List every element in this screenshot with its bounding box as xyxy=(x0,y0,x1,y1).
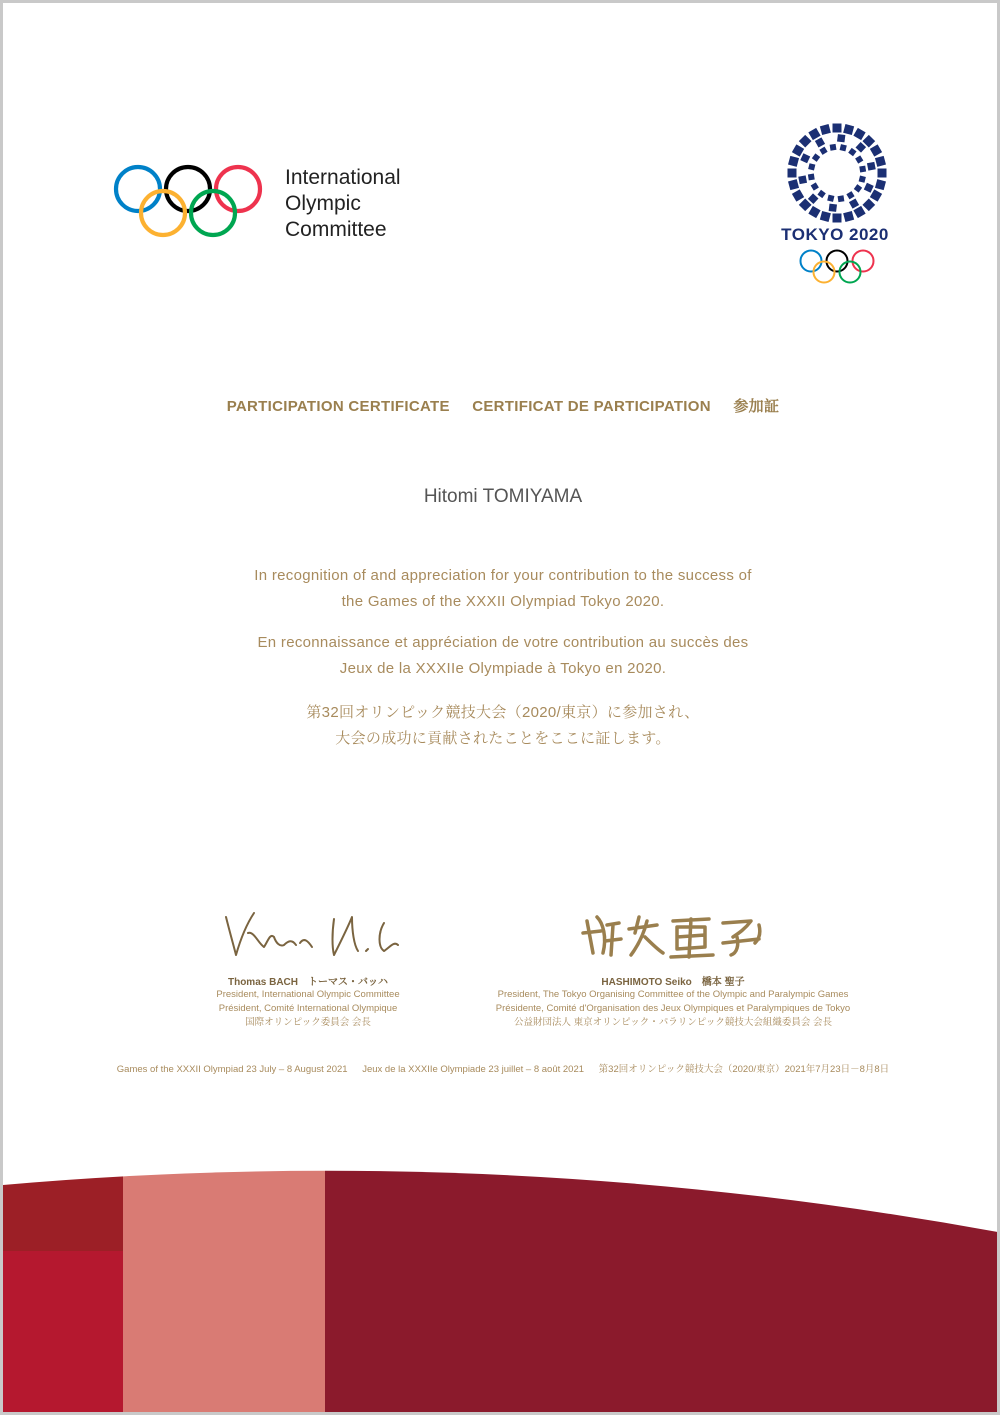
footer-fr: Jeux de la XXXIIe Olympiade 23 juillet – 8 août 2021 xyxy=(362,1064,585,1075)
ioc-logo xyxy=(111,163,431,243)
message-line: 第32回オリンピック競技大会（2020/東京）に参加され、 xyxy=(306,704,700,721)
message-line: En reconnaissance et appréciation de votre contribution au succès des xyxy=(257,634,749,651)
footer-jp: 第32回オリンピック競技大会（2020/東京）2021年7月23日－8月8日 xyxy=(598,1064,890,1075)
certificate-title xyxy=(3,395,1000,416)
emblem-checker-square xyxy=(867,162,876,171)
emblem-checker-square xyxy=(817,190,825,198)
ioc-name-line: Olympic xyxy=(285,192,361,215)
emblem-checker-square xyxy=(870,189,882,201)
handwritten-signature-icon xyxy=(208,903,408,965)
emblem-checker-square xyxy=(854,184,862,192)
emblem-checker-square xyxy=(853,206,865,218)
games-dates-footer xyxy=(3,1061,1000,1075)
emblem-checker-square xyxy=(788,179,799,190)
emblem-checker-square xyxy=(846,191,854,199)
emblem-checker-square xyxy=(840,144,847,151)
recipient-name: Hitomi TOMIYAMA xyxy=(423,486,583,507)
message-english xyxy=(153,563,853,615)
signature-hashimoto xyxy=(443,903,903,965)
emblem-checker-square xyxy=(855,155,863,163)
emblem-checker-square xyxy=(862,198,875,211)
emblem-checker-square xyxy=(864,183,874,193)
emblem-checker-square xyxy=(830,144,837,151)
emblem-checker-square xyxy=(833,124,842,133)
message-line: 大会の成功に貢献されたことをここに証します。 xyxy=(335,730,671,747)
emblem-checker-square xyxy=(788,169,797,178)
signature-block-right xyxy=(443,903,903,1030)
emblem-checker-square xyxy=(838,195,845,202)
ioc-name-line: Committee xyxy=(285,218,387,241)
signatory-name: Thomas BACH トーマス・バッハ xyxy=(227,977,388,988)
emblem-checker-square xyxy=(827,195,834,202)
emblem-checker-square xyxy=(820,211,831,222)
title-en: PARTICIPATION CERTIFICATE xyxy=(226,398,450,415)
title-fr: CERTIFICAT DE PARTICIPATION xyxy=(472,398,711,415)
emblem-checker-square xyxy=(808,193,819,204)
emblem-checker-square xyxy=(870,144,882,156)
ioc-name-line: International xyxy=(285,166,401,189)
emblem-checker-square xyxy=(856,142,867,153)
emblem-checker-square xyxy=(798,175,807,184)
signatory-role: Président, Comité International Olympique xyxy=(218,1003,398,1014)
emblem-checker-square xyxy=(848,148,856,156)
emblem-checker-square xyxy=(808,128,820,140)
emblem-checker-square xyxy=(849,198,859,208)
emblem-checker-square xyxy=(875,179,886,190)
footer-en: Games of the XXXII Olympiad 23 July – 8 August 2021 xyxy=(116,1064,348,1075)
signature-bach xyxy=(183,903,433,965)
emblem-checker-square xyxy=(843,211,854,222)
handwritten-signature-icon xyxy=(573,903,773,965)
message-line: In recognition of and appreciation for your contribution to the success of xyxy=(254,567,752,584)
signature-block-left xyxy=(183,903,433,1030)
signatory-role: 国際オリンピック委員会 会長 xyxy=(245,1017,371,1028)
olympic-rings-icon xyxy=(111,163,266,243)
emblem-checker-square xyxy=(792,189,804,201)
signatory-name: HASHIMOTO Seiko 橋本 聖子 xyxy=(601,977,745,988)
emblem-checker-square xyxy=(859,176,866,183)
emblem-checker-square xyxy=(843,124,854,135)
tokyo-wordmark: TOKYO 2020 xyxy=(781,225,889,244)
tokyo-2020-logo xyxy=(773,121,903,286)
band-maroon-block xyxy=(3,1163,123,1251)
title-jp: 参加証 xyxy=(733,398,780,415)
emblem-checker-square xyxy=(875,156,886,167)
emblem-checker-square xyxy=(815,137,825,147)
emblem-checker-square xyxy=(829,204,837,212)
emblem-checker-square xyxy=(799,135,812,148)
message-line: Jeux de la XXXIIe Olympiade à Tokyo en 2020. xyxy=(339,660,667,677)
emblem-checker-square xyxy=(800,153,810,163)
emblem-checker-square xyxy=(833,214,842,223)
band-pink-block xyxy=(123,1163,325,1415)
emblem-checker-square xyxy=(792,144,804,156)
message-japanese xyxy=(153,700,853,752)
signatory-role: President, The Tokyo Organising Committee of the Olympic and Paralympic Games xyxy=(497,989,849,1000)
band-red-block xyxy=(3,1251,123,1415)
tokyo-checkered-emblem-icon xyxy=(785,121,889,225)
band-dark-block xyxy=(325,1163,1000,1415)
emblem-checker-square xyxy=(820,124,831,135)
emblem-checker-square xyxy=(788,156,799,167)
olympic-rings-small-icon xyxy=(798,248,876,286)
message-french xyxy=(153,630,853,682)
emblem-checker-square xyxy=(808,163,815,170)
ioc-name xyxy=(285,165,435,243)
signatory-role: 公益財団法人 東京オリンピック・パラリンピック競技大会組織委員会 会長 xyxy=(513,1017,833,1028)
emblem-checker-square xyxy=(808,206,820,218)
emblem-checker-square xyxy=(878,169,887,178)
emblem-checker-square xyxy=(837,134,845,142)
emblem-checker-square xyxy=(859,166,866,173)
decorative-color-band xyxy=(3,1163,1000,1415)
emblem-checker-square xyxy=(812,153,820,161)
emblem-checker-square xyxy=(853,128,865,140)
emblem-checker-square xyxy=(808,174,815,181)
signatory-role: President, International Olympic Committee xyxy=(216,989,400,1000)
message-line: the Games of the XXXII Olympiad Tokyo 2020. xyxy=(341,593,665,610)
signatory-role: Présidente, Comité d'Organisation des Jeux Olympiques et Paralympiques de Tokyo xyxy=(495,1003,851,1014)
emblem-checker-square xyxy=(811,182,819,190)
emblem-checker-square xyxy=(819,147,827,155)
